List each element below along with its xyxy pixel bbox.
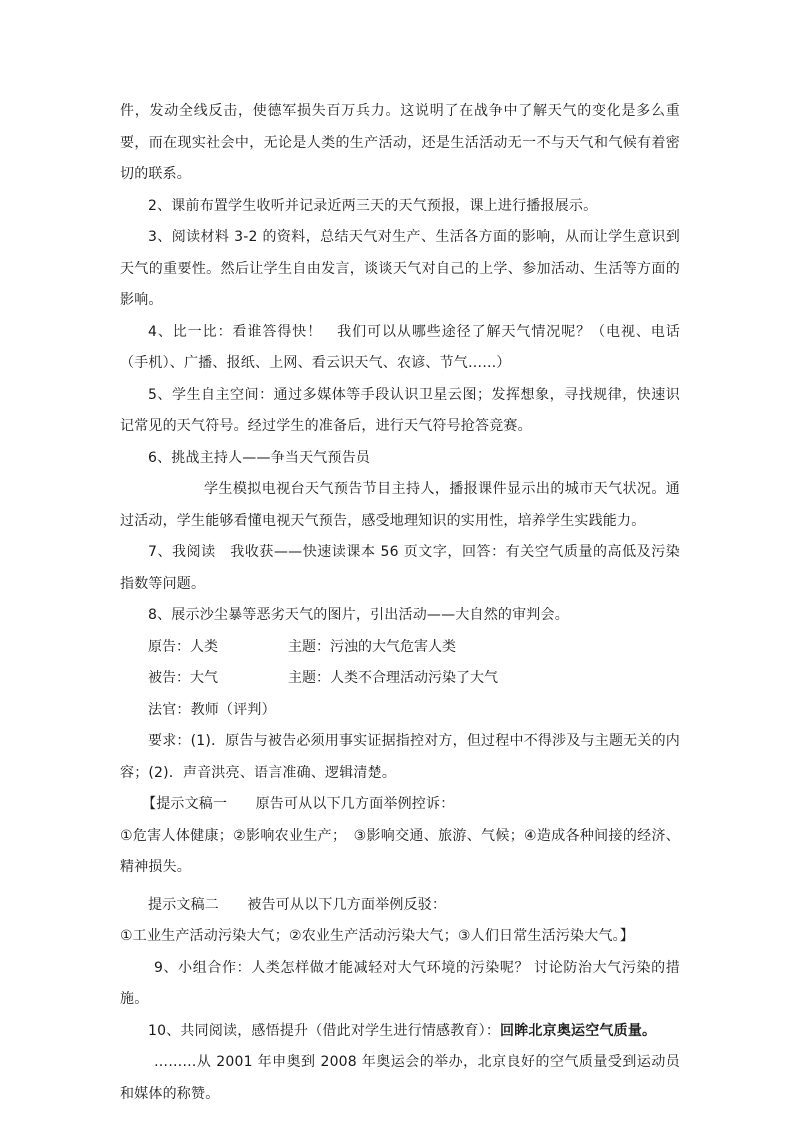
paragraph-emphasis: 回眸北京奥运空气质量。 <box>500 1022 657 1039</box>
paragraph: 6、挑战主持人——争当天气预告员 <box>148 449 371 466</box>
role-theme: 主题：人类不合理活动污染了大气 <box>288 670 498 686</box>
paragraph: 2、课前布置学生收听并记录近两三天的天气预报，课上进行播报展示。 <box>148 197 598 214</box>
role-label: 原告：人类 <box>148 638 218 655</box>
paragraph-lead: 10、共同阅读，感悟提升（借此对学生进行情感教育）： <box>148 1022 501 1039</box>
paragraph-lead: 4、比一比：看谁答得快！ <box>148 323 323 340</box>
document-page <box>120 96 680 1110</box>
paragraph: 8、展示沙尘暴等恶劣天气的图片，引出活动——大自然的审判会。 <box>148 607 569 623</box>
paragraph: 3、阅读材料 3-2 的资料，总结天气对生产、生活各方面的影响，从而让学生意识到天气的重要性。然后让学生自由发言，谈谈天气对自己的上学、参加活动、生活等方面的影响。 <box>120 229 680 308</box>
role-theme: 主题：污浊的大气危害人类 <box>288 638 456 655</box>
paragraph: ①危害人体健康；②影响农业生产； ③影响交通、旅游、气候；④造成各种间接的经济、精神损失。 <box>120 827 680 875</box>
paragraph-body: 我们可以从哪些途径了解天气情况呢？（电视、电话（手机）、广播、报纸、上网、看云识天气、农谚、节气……） <box>120 323 681 371</box>
paragraph: 要求：(1)．原告与被告必须用事实证据指控对方，但过程中不得涉及与主题无关的内容；(2)．声音洪亮、语言准确、逻辑清楚。 <box>120 733 680 781</box>
paragraph: 7、我阅读 我收获——快速读课本 56 页文字，回答：有关空气质量的高低及污染指数等问题。 <box>120 544 680 592</box>
paragraph: 【提示文稿一 原告可从以下几方面举例控诉： <box>142 796 455 812</box>
paragraph: 学生模拟电视台天气预告节目主持人，播报课件显示出的城市天气状况。通过活动，学生能够看懂电视天气预告，感受地理知识的实用性，培养学生实践能力。 <box>120 481 680 529</box>
paragraph <box>120 317 680 380</box>
paragraph: 5、学生自主空间：通过多媒体等手段认识卫星云图；发挥想象，寻找规律，快速识记常见的天气符号。经过学生的准备后，进行天气符号抢答竞赛。 <box>120 386 680 434</box>
role-row <box>120 632 680 664</box>
paragraph: ①工业生产活动污染大气；②农业生产活动污染大气；③人们日常生活污染大气。】 <box>120 928 635 944</box>
paragraph: 法官：教师（评判） <box>148 701 276 718</box>
paragraph: 9、小组合作：人类怎样做才能减轻对大气环境的污染呢？ 讨论防治大气污染的措施。 <box>120 959 680 1007</box>
role-row <box>120 663 680 695</box>
paragraph: ………从 2001 年申奥到 2008 年奥运会的举办，北京良好的空气质量受到运动员和媒体的称赞。 <box>120 1054 680 1102</box>
paragraph: 件，发动全线反击，使德军损失百万兵力。这说明了在战争中了解天气的变化是多么重要，而在现实社会中，无论是人类的生产活动，还是生活活动无一不与天气和气候有着密切的联系。 <box>120 103 680 182</box>
paragraph: 提示文稿二 被告可从以下几方面举例反驳： <box>148 896 447 913</box>
paragraph <box>120 1016 680 1048</box>
role-label: 被告：大气 <box>148 670 218 686</box>
